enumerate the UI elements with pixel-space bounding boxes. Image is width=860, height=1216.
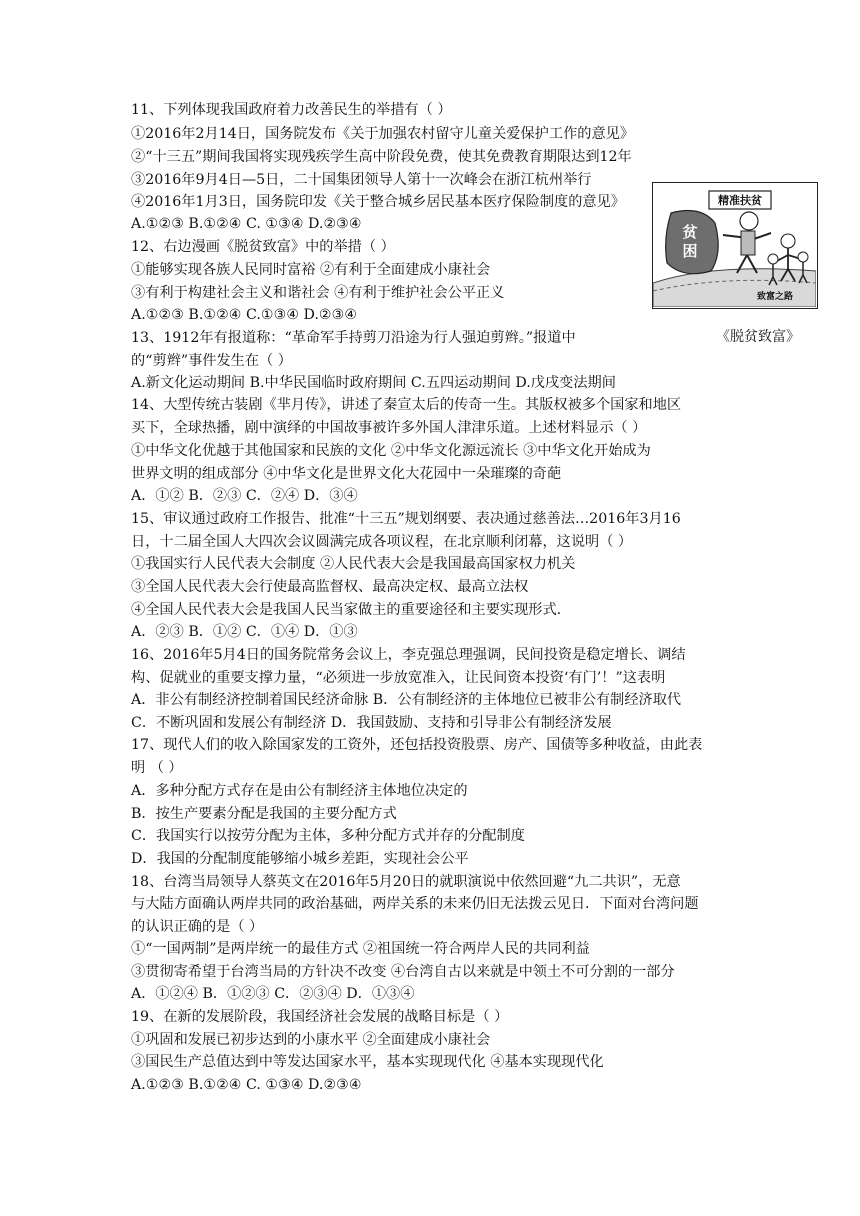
text-line: 买下，全球热播，剧中演绎的中国故事被许多外国人津津乐道。上述材料显示（ ） (131, 420, 647, 436)
text-line: 19、在新的发展阶段，我国经济社会发展的战略目标是（ ） (131, 1009, 509, 1025)
text-line: ③2016年9月4日—5日，二十国集团领导人第十一次峰会在浙江杭州举行 (131, 172, 592, 188)
text-line: A．①② B．②③ C．②④ D．③④ (131, 488, 358, 504)
cartoon-drawing (653, 183, 816, 307)
cartoon-caption: 《脱贫致富》 (716, 329, 800, 345)
cartoon-road-label: 致富之路 (756, 292, 794, 302)
text-line: 17、现代人们的收入除国家发的工资外，还包括投资股票、房产、国债等多种收益，由此表 (131, 737, 703, 753)
text-line: A.①②③ B.①②④ C.①③④ D.②③④ (131, 307, 358, 323)
text-line: ③国民生产总值达到中等发达国家水平，基本实现现代化 ④基本实现现代化 (131, 1054, 604, 1070)
text-line: ①“一国两制”是两岸统一的最佳方式 ②祖国统一符合两岸人民的共同利益 (131, 941, 590, 957)
text-line: A.①②③ B.①②④ C. ①③④ D.②③④ (131, 216, 362, 232)
text-line: 构、促就业的重要支撑力量，“必须进一步放宽准入，让民间资本投资‘有门’！”这表明 (131, 670, 666, 686)
text-line: C．我国实行以按劳分配为主体，多种分配方式并存的分配制度 (131, 828, 525, 844)
text-line: ③全国人民代表大会行使最高监督权、最高决定权、最高立法权 (131, 579, 529, 595)
text-line: A.新文化运动期间 B.中华民国临时政府期间 C.五四运动期间 D.戊戌变法期间 (131, 375, 616, 391)
text-line: 与大陆方面确认两岸共同的政治基础，两岸关系的未来仍旧无法拨云见日．下面对台湾问题 (131, 896, 699, 912)
text-line: D．我国的分配制度能够缩小城乡差距，实现社会公平 (131, 851, 469, 867)
text-line: ①中华文化优越于其他国家和民族的文化 ②中华文化源远流长 ③中华文化开始成为 (131, 443, 651, 459)
text-line: A．多种分配方式存在是由公有制经济主体地位决定的 (131, 783, 468, 799)
text-line: 15、审议通过政府工作报告、批准“十三五”规划纲要、表决通过慈善法…2016年3月16 (131, 511, 681, 527)
text-line: ①巩固和发展已初步达到的小康水平 ②全面建成小康社会 (131, 1032, 491, 1048)
text-line: 的“剪辫”事件发生在（ ） (131, 353, 292, 369)
text-line: 12、右边漫画《脱贫致富》中的举措（ ） (131, 239, 395, 255)
text-line: 14、大型传统古装剧《芈月传》，讲述了秦宣太后的传奇一生。其版权被多个国家和地区 (131, 397, 682, 413)
text-line: ②“十三五”期间我国将实现残疾学生高中阶段免费，使其免费教育期限达到12年 (131, 149, 632, 165)
text-line: 16、2016年5月4日的国务院常务会议上，李克强总理强调，民间投资是稳定增长、调结 (131, 647, 686, 663)
text-line: 世界文明的组成部分 ④中华文化是世界文化大花园中一朵璀璨的奇葩 (131, 466, 562, 482)
text-line: ①2016年2月14日，国务院发布《关于加强农村留守儿童关爱保护工作的意见》 (131, 126, 635, 142)
cartoon-image (652, 182, 818, 309)
text-line: 的认识正确的是（ ） (131, 919, 264, 935)
text-line: B．按生产要素分配是我国的主要分配方式 (131, 806, 397, 822)
cartoon-rock-label-2: 困 (682, 242, 698, 260)
text-line: A．②③ B．①② C．①④ D．①③ (131, 624, 358, 640)
text-line: ③有利于构建社会主义和谐社会 ④有利于维护社会公平正义 (131, 285, 505, 301)
text-line: 日，十二届全国人大四次会议圆满完成各项议程，在北京顺利闭幕，这说明（ ） (131, 534, 633, 550)
text-line: ④全国人民代表大会是我国人民当家做主的重要途径和主要实现形式. (131, 602, 562, 618)
text-line: A.①②③ B.①②④ C. ①③④ D.②③④ (131, 1077, 362, 1093)
text-line: 明 （ ） (131, 760, 183, 776)
text-line: A．非公有制经济控制着国民经济命脉 B．公有制经济的主体地位已被非公有制经济取代 (131, 692, 682, 708)
text-line: 13、1912年有报道称：“革命军手持剪刀沿途为行人强迫剪辫。”报道中 (131, 330, 576, 346)
text-line: ①能够实现各族人民同时富裕 ②有利于全面建成小康社会 (131, 262, 491, 278)
text-line: ③贯彻寄希望于台湾当局的方针决不改变 ④台湾自古以来就是中领土不可分割的一部分 (131, 964, 675, 980)
text-line: ①我国实行人民代表大会制度 ②人民代表大会是我国最高国家权力机关 (131, 556, 576, 572)
text-line: 18、台湾当局领导人蔡英文在2016年5月20日的就职演说中依然回避“九二共识”，无意 (131, 874, 681, 890)
cartoon-rock-label-1: 贫 (682, 223, 698, 241)
text-line: 11、下列体现我国政府着力改善民生的举措有（ ） (131, 102, 452, 118)
cartoon-banner: 精准扶贫 (718, 194, 762, 207)
text-line: C．不断巩固和发展公有制经济 D．我国鼓励、支持和引导非公有制经济发展 (131, 715, 612, 731)
text-line: ④2016年1月3日，国务院印发《关于整合城乡居民基本医疗保险制度的意见》 (131, 194, 625, 210)
text-line: A．①②④ B．①②③ C．②③④ D．①③④ (131, 986, 415, 1002)
